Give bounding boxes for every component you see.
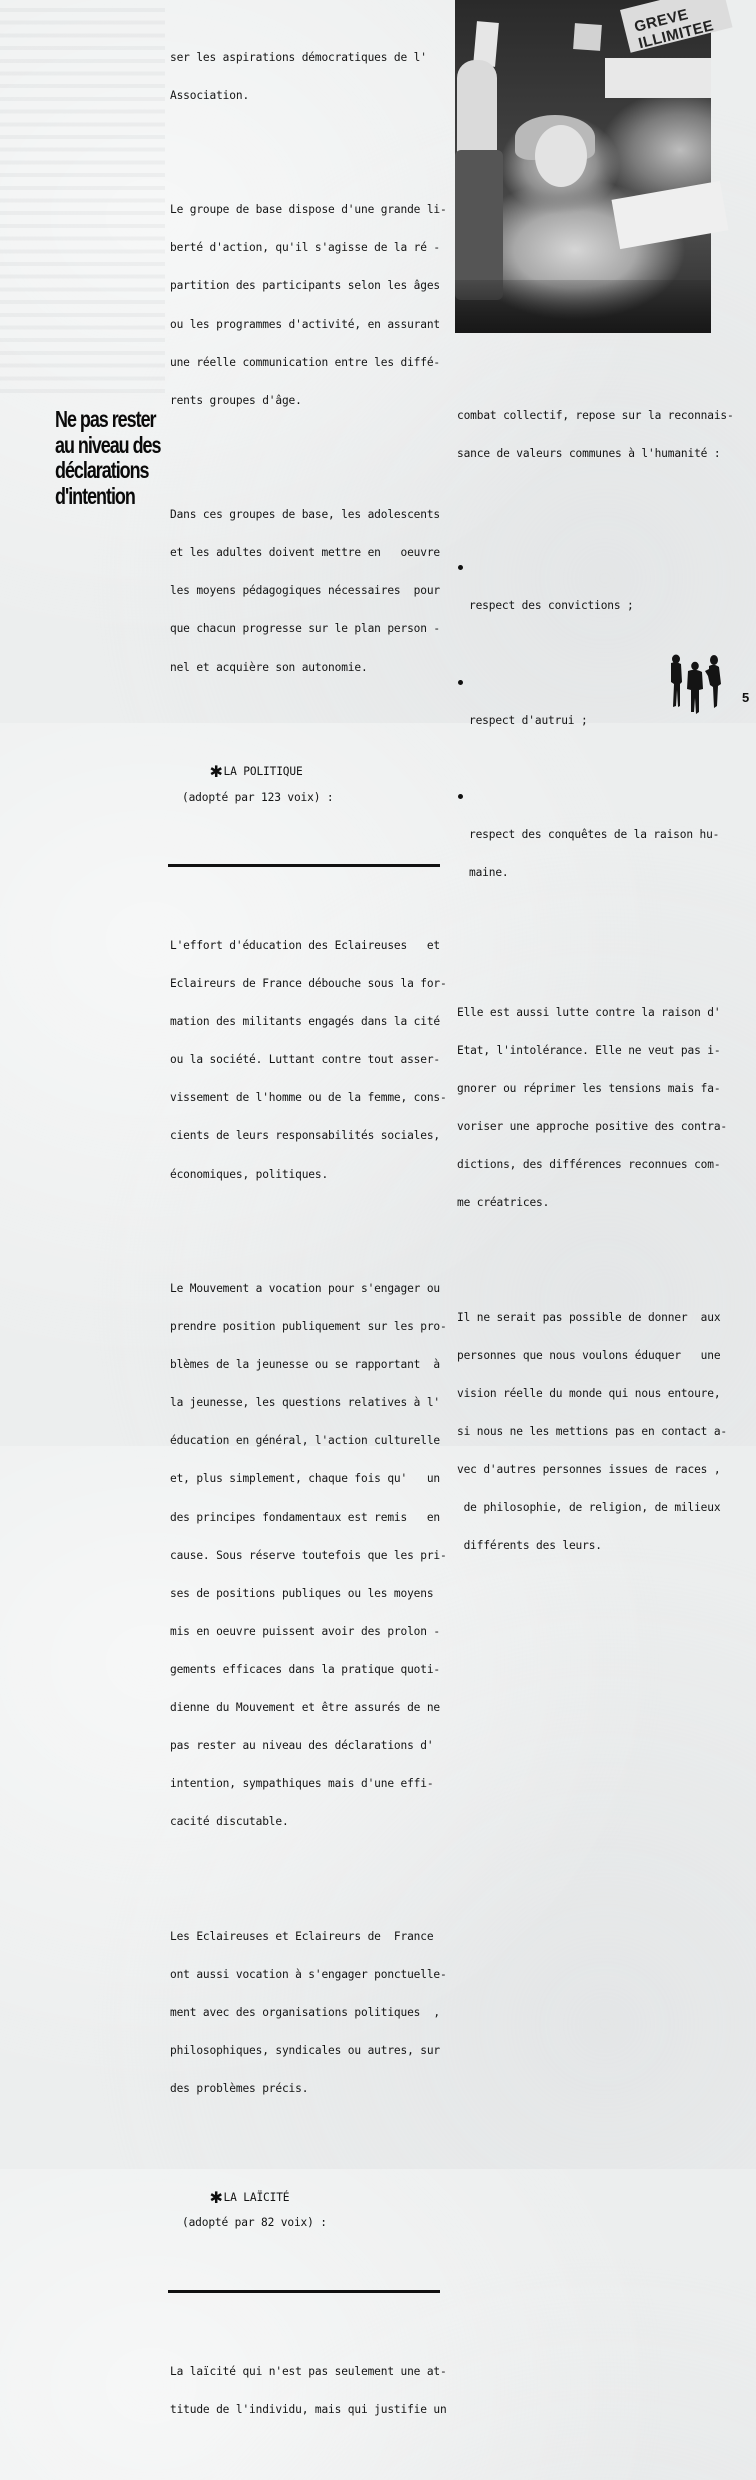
- section-heading-laicite: [170, 2179, 452, 2255]
- bullet-icon: [458, 794, 463, 799]
- asterisk-star-icon: ✱: [209, 2188, 223, 2208]
- bullet-icon: [458, 565, 463, 570]
- paragraph-intro: ser les aspirations démocratiques de l' Association.: [170, 50, 427, 102]
- right-column: [457, 359, 752, 1617]
- list-item: respect des convictions ;: [457, 562, 752, 638]
- paragraph-politique-3: Les Eclaireuses et Eclaireurs de France ont aussi vocation à s'engager ponctuelle- ment avec des organisations politiques , philosophiques, syndicales ou autres, sur des problèmes précis.: [170, 1929, 447, 2096]
- list-item: respect des conquêtes de la raison hu- maine.: [457, 791, 752, 905]
- paragraph-politique-1: L'effort d'éducation des Eclaireuses et Eclaireurs de France débouche sous la for- mation des militants engagés dans la cité ou la société. Luttant contre tout asser- vissement de l'homme ou de la femme, cons- cients de leurs responsabilités sociales, économiques, politiques.: [170, 938, 447, 1181]
- paragraph-laicite-start: La laïcité qui n'est pas seulement une at- titude de l'individu, mais qui justifie un: [170, 2364, 447, 2416]
- paragraph-adolescents: Dans ces groupes de base, les adolescents et les adultes doivent mettre en oeuvre les moyens pédagogiques nécessaires pour que chacun progresse sur le plan person - nel et acquière son autonomie.: [170, 508, 441, 674]
- people-silhouettes-icon: [668, 654, 726, 718]
- section-title: LA LAÏCITÉ: [223, 2191, 290, 2205]
- page-number: 5: [742, 690, 750, 705]
- paragraph-vision: Il ne serait pas possible de donner aux personnes que nous voulons éduquer une vision réelle du monde qui nous entoure, si nous ne les mettions pas en contact a- vec d'autres personnes issues de races , de philosophie, de religion, de milieux différents des leurs.: [457, 1310, 728, 1553]
- list-item: respect d'autrui ;: [457, 677, 752, 753]
- pull-quote-headline: Ne pas rester au niveau des déclarations d'intention: [55, 406, 161, 509]
- voting-card: [573, 23, 602, 51]
- paragraph-laicite-continuation: combat collectif, repose sur la reconnais- sance de valeurs communes à l'humanité :: [457, 408, 734, 460]
- section-title: LA POLITIQUE: [223, 765, 303, 779]
- paragraph-groupe-base: Le groupe de base dispose d'une grande li- berté d'action, qu'il s'agisse de la ré - partition des participants selon les âges ou les programmes d'activité, en assurant une réelle communication entre les diffé- rents groupes d'âge.: [170, 203, 447, 407]
- asterisk-star-icon: ✱: [209, 762, 223, 782]
- photo-sign: GREVE ILLIMITEE: [620, 0, 733, 53]
- section-heading-politique: [170, 754, 452, 830]
- bullet-icon: [458, 680, 463, 685]
- paragraph-lutte: Elle est aussi lutte contre la raison d' Etat, l'intolérance. Elle ne veut pas i- gnorer ou réprimer les tensions mais fa- voriser une approche positive des contra- dictions, des différences reconnues com- me créatrices.: [457, 1005, 728, 1210]
- section-votes: (adopté par 123 voix) :: [182, 790, 334, 804]
- paragraph-politique-2: Le Mouvement a vocation pour s'engager ou prendre position publiquement sur les pro- blèmes de la jeunesse ou se rapportant à la jeunesse, les questions relatives à l' éducation en général, l'action culturelle et, plus simplement, chaque fois qu' un des principes fondamentaux est remis en cause. Sous réserve toutefois que les pri- ses de positions publiques ou les moyens mis en oeuvre puissent avoir des prolon - gements efficaces dans la pratique quoti- dienne du Mouvement et être assurés de ne pas rester au niveau des déclarations d' intention, sympathiques mais d'une effi- cacité discutable.: [170, 1281, 447, 1829]
- photo-voting-assembly: [455, 0, 716, 333]
- values-list: [457, 537, 752, 931]
- bleed-through-text: [0, 0, 165, 400]
- section-divider: [168, 864, 440, 867]
- middle-column: [170, 1, 452, 2480]
- section-votes: (adopté par 82 voix) :: [182, 2216, 327, 2230]
- section-divider: [168, 2290, 440, 2293]
